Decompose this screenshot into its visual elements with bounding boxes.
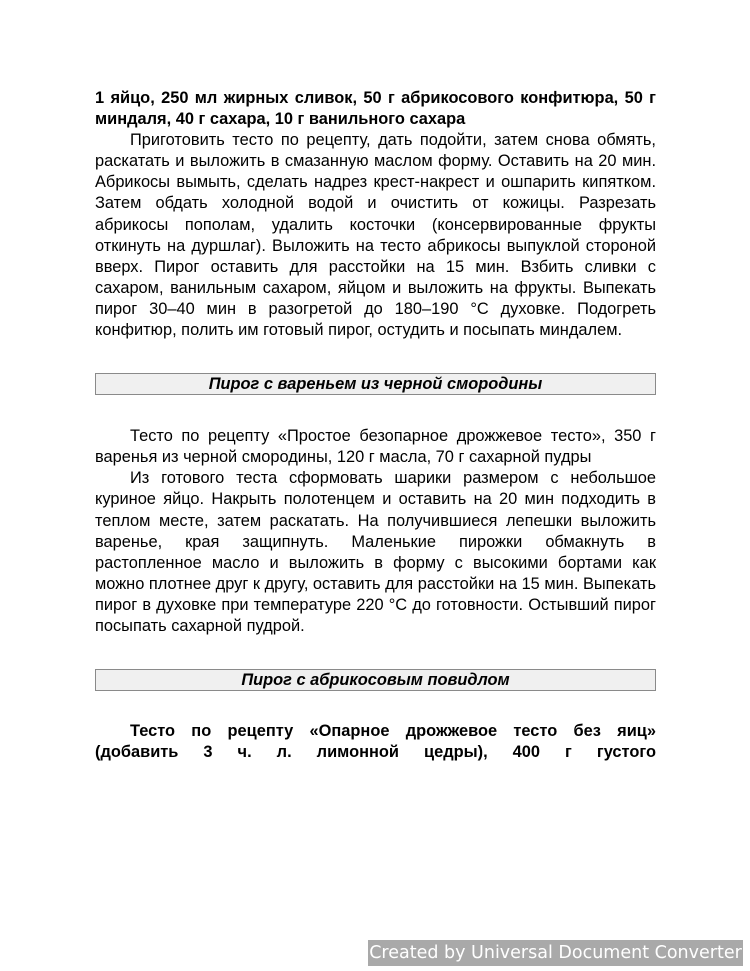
recipe-ingredients: 1 яйцо, 250 мл жирных сливок, 50 г абрикосового конфитюра, 50 г миндаля, 40 г сахара, 10 г ванильного сахара: [95, 89, 656, 129]
watermark-banner: Created by Universal Document Converter: [368, 940, 743, 966]
recipe-heading: Пирог с абрикосовым повидлом: [95, 669, 656, 691]
recipe-heading: Пирог с вареньем из черной смородины: [95, 373, 656, 395]
recipe-method: Приготовить тесто по рецепту, дать подойти, затем снова обмять, раскатать и выложить в смазанную маслом форму. Оставить на 20 мин. Абрикосы вымыть, сделать надрез крест-накрест и ошпарить кипятком. Затем обдать холодной водой и очистить от кожицы. Разрезать абрикосы пополам, удалить косточки (консервированные фрукты откинуть на дуршлаг). Выложить на тесто абрикосы выпуклой стороной вверх. Пирог оставить для расстойки на 15 мин. Взбить сливки с сахаром, ванильным сахаром, яйцом и выложить на фрукты. Выпекать пирог 30–40 мин в разогретой до 180–190 °С духовке. Подогреть конфитюр, полить им готовый пирог, остудить и посыпать миндалем.: [95, 131, 656, 340]
recipe-ingredients: Тесто по рецепту «Опарное дрожжевое тесто без яиц» (добавить 3 ч. л. лимонной цедры), 400 г густого: [95, 722, 656, 762]
recipe-method: Из готового теста сформовать шарики размером с небольшое куриное яйцо. Накрыть полотенцем и оставить на 20 мин подходить в теплом месте, затем раскатать. На получившиеся лепешки выложить варенье, края защипнуть. Маленькие пирожки обмакнуть в растопленное масло и выложить в форму с высокими бортами как можно плотнее друг к другу, оставить для расстойки на 15 мин. Выпекать пирог в духовке при температуре 220 °С до готовности. Остывший пирог посыпать сахарной пудрой.: [95, 469, 656, 635]
document-page: [95, 88, 656, 763]
recipe-ingredients: Тесто по рецепту «Простое безопарное дрожжевое тесто», 350 г варенья из черной смородины, 120 г масла, 70 г сахарной пудры: [95, 427, 656, 467]
